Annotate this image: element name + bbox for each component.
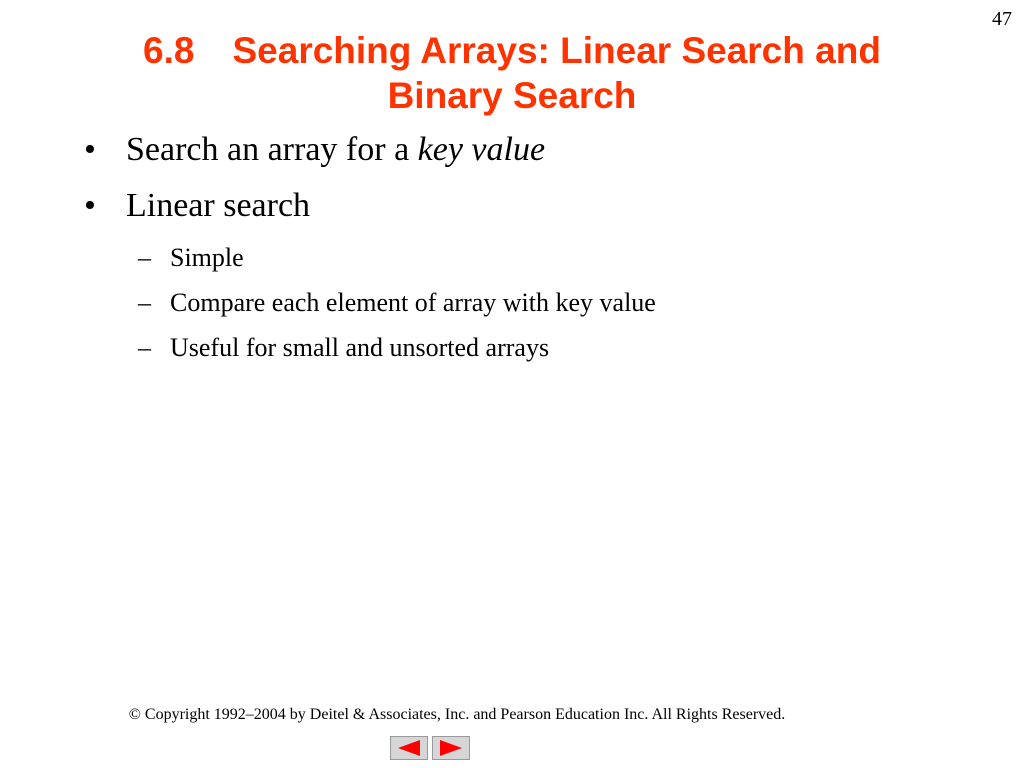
bullet-text: Search an array for a (126, 131, 418, 168)
bullet-marker: • (84, 131, 96, 168)
title-line-1 (0, 28, 1024, 73)
slide-navigation (390, 736, 470, 760)
left-arrow-icon (396, 739, 422, 757)
title-line-2: Binary Search (387, 75, 637, 116)
bullet-marker: • (84, 187, 96, 224)
previous-slide-button[interactable] (390, 736, 428, 760)
bullet-search-array (84, 130, 1004, 170)
sub-bullet-marker: – (138, 333, 151, 362)
right-arrow-icon (438, 739, 464, 757)
bullet-linear-search (84, 186, 1004, 226)
bullet-emphasis: key value (417, 131, 546, 168)
slide-title (0, 28, 1024, 118)
copyright-footer (0, 706, 1024, 724)
title-text-1: Searching Arrays: Linear Search and (232, 30, 881, 71)
sub-bullet-useful (84, 332, 1004, 364)
section-number: 6.8 (143, 30, 195, 71)
sub-bullet-simple (84, 242, 1004, 274)
slide-content (84, 130, 1004, 377)
sub-bullet-compare (84, 287, 1004, 319)
sub-bullet-marker: – (138, 243, 151, 272)
bullet-text: Linear search (126, 187, 311, 224)
sub-bullet-text: Useful for small and unsorted arrays (170, 333, 550, 362)
next-slide-button[interactable] (432, 736, 470, 760)
sub-bullet-text: Simple (170, 243, 244, 272)
page-number: 47 (992, 8, 1012, 30)
copyright-text: © Copyright 1992–2004 by Deitel & Associates, Inc. and Pearson Education Inc. All Rights Reserved. (128, 706, 786, 723)
sub-bullet-text: Compare each element of array with key value (170, 288, 656, 317)
sub-bullet-marker: – (138, 288, 151, 317)
